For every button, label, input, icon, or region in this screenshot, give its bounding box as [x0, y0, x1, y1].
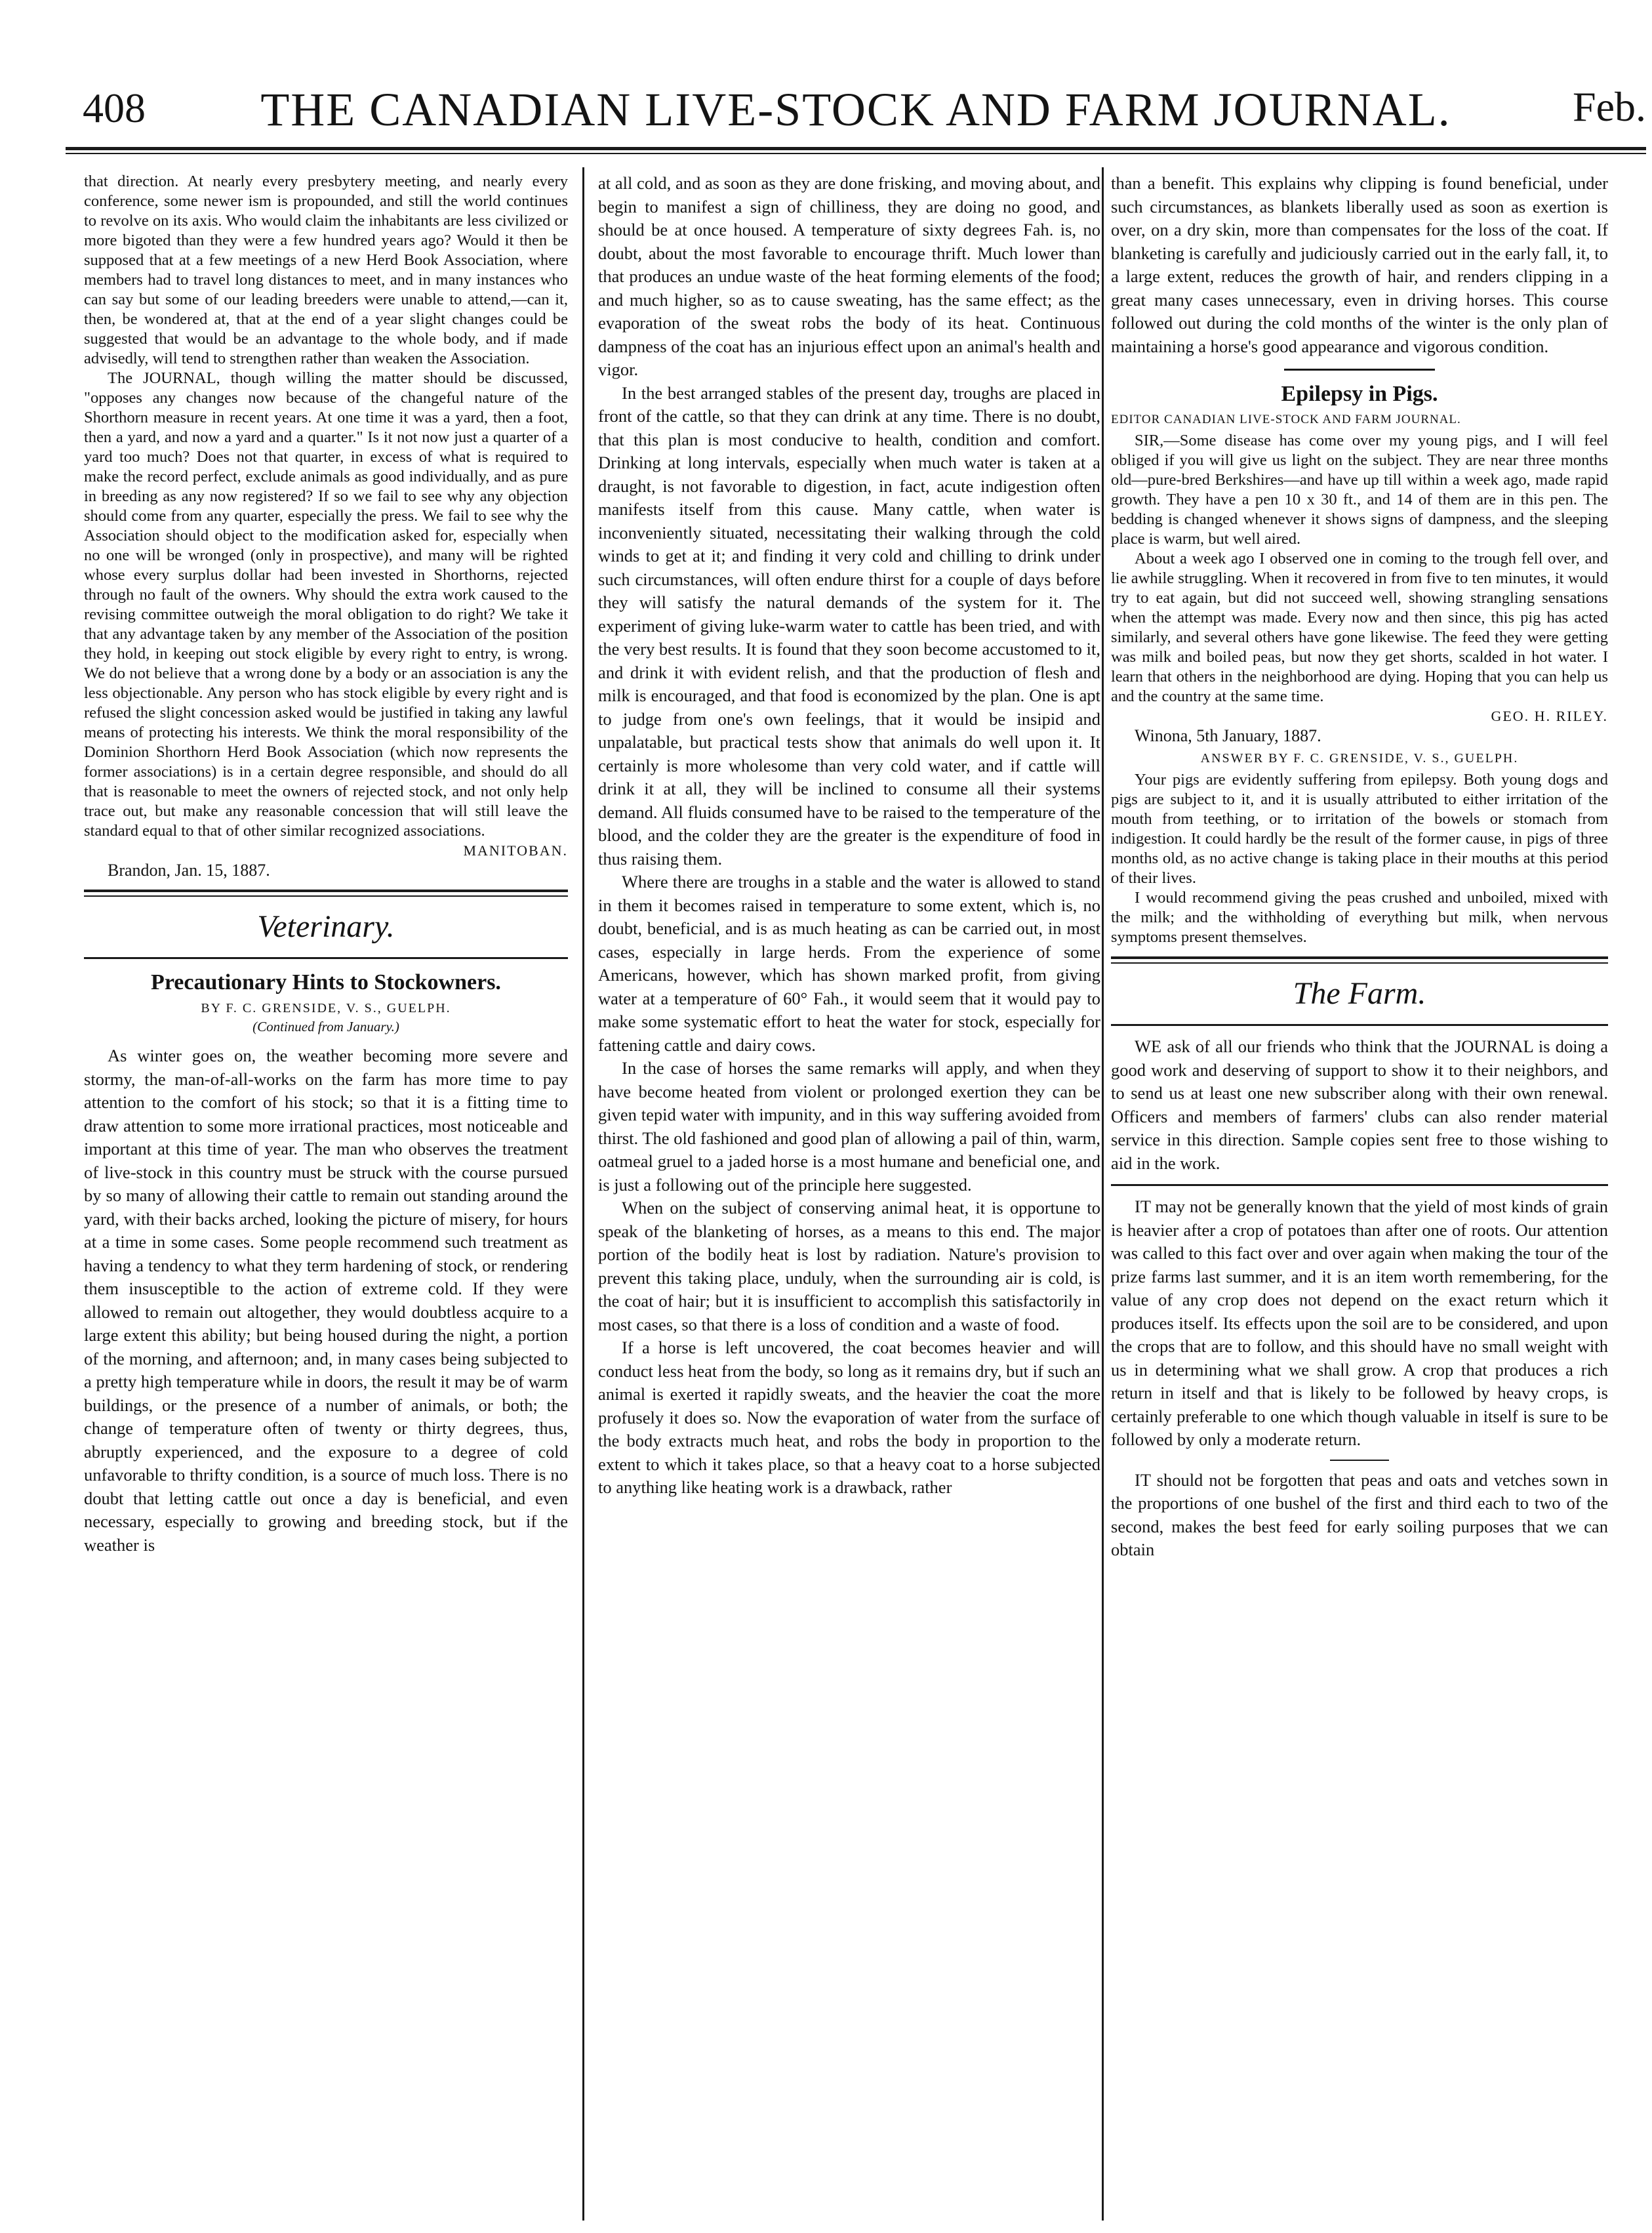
letter-place-date: Winona, 5th January, 1887. — [1135, 726, 1321, 745]
article-title: Precautionary Hints to Stockowners. — [151, 970, 501, 994]
paragraph: IT may not be generally known that the yield of most kinds of grain is heavier after a crop of potatoes than after one of roots. Our attention was called to this fact over and over again when making the tour of the prize farms last summer, and it is an item worth remembering, for the value of any crop does not depend on the exact return which it produces itself. Its effects upon the soil are to be considered, and upon the crops that are to follow, and this should have no small weight with us in determining what we shall grow. A crop that produces a rich return in itself and that is likely to be followed by heavy crops, is certainly preferable to one which though valuable in itself is sure to be followed by only a moderate return. — [1111, 1197, 1608, 1449]
paragraph: In the case of horses the same remarks will apply, and when they have become heated from violent or prolonged exertion they can be given tepid water with impunity, and in this way suffering avoided from thirst. The old fashioned and good plan of allowing a pail of thin, warm, oatmeal gruel to a jaded horse is a most humane and beneficial one, and is just a following out of the principle here suggested. — [598, 1058, 1100, 1195]
header-rule-thick — [66, 147, 1646, 150]
paragraph: that direction. At nearly every presbytery meeting, and nearly every conference, some newer ism is propounded, and still the world continues to revolve on its axis. Who would claim the inhabitants are less civilized or more bigoted than they were a few hundred years ago? Would it then be supposed that at a few meetings of a new Herd Book Association, where members had to travel long distances to meet, and in many instances who can say but some of our leading breeders were unable to attend,—can it, then, be wondered at, that at the end of a year slight changes could be suggested that would be an advantage to the whole body, and if made advisedly, will tend to strengthen rather than weaken the Association. — [84, 173, 568, 367]
letter-signature: GEO. H. RILEY. — [1491, 708, 1608, 724]
paragraph: Where there are troughs in a stable and the water is allowed to stand in them it becomes raised in temperature to some extent, which is, no doubt, beneficial, and is as much heating as can be carried out, in most cases, especially in large herds. From the experience of some Americans, however, which has shown marked profit, from giving water at a temperature of 60° Fah., it would seem that it would pay to make some systematic effort to heat the water for stock, especially for fattening cattle and dairy cows. — [598, 872, 1100, 1055]
paragraph: SIR,—Some disease has come over my young pigs, and I will feel obliged if you will give us light on the subject. They are near three months old—pure-bred Berkshires—and have up till within a week ago, made rapid growth. They have a pen 10 x 30 ft., and 14 of them are in this pen. The bedding is changed whenever it shows signs of dampness, and the sleeping place is warm, but well aired. — [1111, 432, 1608, 548]
paragraph: If a horse is left uncovered, the coat becomes heavier and will conduct less heat from the body, so long as it remains dry, but if such an animal is exerted it rapidly sweats, and the heavier the coat the more profusely it does so. Now the evaporation of water from the surface of the body extracts much heat, and robs the body in proportion to the extent to which it takes place, so that a heavy coat to a horse subjected to anything like heating work is a drawback, rather — [598, 1338, 1100, 1497]
paragraph: than a benefit. This explains why clipping is found beneficial, under such circumstances, as blankets liberally used as soon as exertion is over, on a dry skin, more than compensates for the loss of the coat. If blanketing is carefully and judiciously carried out in the early fall, it, to a large extent, reduces the growth of hair, and renders clipping in a great many cases unnecessary, even in driving horses. This course followed out during the cold months of the winter is the only plan of maintaining a horse's good appearance and vigorous condition. — [1111, 173, 1608, 356]
ornamental-rule — [1284, 369, 1435, 371]
letter-continuation — [84, 172, 568, 841]
section-rule — [1111, 1024, 1608, 1026]
answer-byline: ANSWER BY F. C. GRENSIDE, V. S., GUELPH. — [1200, 751, 1519, 766]
paragraph: About a week ago I observed one in coming to the trough fell over, and lie awhile struggling. When it recovered in from five to ten minutes, it would try to eat again, but did not succeed well, showing strangling sensations when the attempt was made. Every now and then since, this pig has acted similarly, and several others have gone likewise. The feed they were getting was milk and boiled peas, but now they get shorts, scalded in hot water. I learn that others in the neighborhood are dying. Hoping that you can help us and the country at the same time. — [1111, 550, 1608, 705]
letter-addressee: EDITOR CANADIAN LIVE-STOCK AND FARM JOURNAL. — [1111, 413, 1461, 426]
section-rule — [1111, 956, 1608, 964]
column-3 — [1111, 172, 1608, 2224]
section-rule — [84, 890, 568, 897]
section-title-farm: The Farm. — [1293, 976, 1426, 1011]
article-title: Epilepsy in Pigs. — [1281, 382, 1438, 406]
item-dash — [1330, 1460, 1389, 1461]
paragraph: at all cold, and as soon as they are done frisking, and moving about, and begin to manifest a sign of chilliness, they are doing no good, and should be at once housed. A temperature of sixty degrees Fah. is, no doubt, about the most favorable to encourage thrift. Much lower than that produces an undue waste of the heat forming elements of the food; and much higher, so as to cause sweating, has the same effect; as the evaporation of the sweat robs the body of its heat. Continuous dampness of the coat has an injurious effect upon an animal's health and vigor. — [598, 173, 1100, 379]
paragraph: In the best arranged stables of the present day, troughs are placed in front of the cattle, so that they can drink at any time. There is no doubt, that this plan is most conducive to health, condition and comfort. Drinking at long intervals, especially when much water is taken at a draught, is not favorable to digestion, in fact, acute indigestion often manifests itself from this cause. Many cattle, when water is inconveniently situated, necessitating their walking through the cold winds to get at it; and finding it very cold and chilling to drink under such circumstances, will often endure thirst for a couple of days before they will satisfy the natural demands of the system for it. The experiment of giving luke-warm water to cattle has been tried, and with the very best results. It is found that they soon become accustomed to it, and drink it with evident relish, and that the production of flesh and milk is encouraged, and that food is economized by the plan. One is apt to judge from one's own feelings, that it would be insipid and unpalatable, but practical tests show that animals do well upon it. It certainly is more wholesome than very cold water, and if cattle will drink it at all, they will be inclined to consume all their systems demand. All fluids consumed have to be raised to the temperature of the blood, and the colder they are the greater is the expenditure of food in thus raising them. — [598, 382, 1100, 869]
paragraph: I would recommend giving the peas crushed and unboiled, mixed with the milk; and the withholding of everything but milk, when nervous symptoms present themselves. — [1111, 889, 1608, 946]
paragraph: WE ask of all our friends who think that the JOURNAL is doing a good work and deserving of support to show it to their neighbors, and to send us at least one new subscriber along with their own renewal. Officers and members of farmers' clubs can also render material service in this direction. Sample copies sent free to those wishing to aid in the work. — [1111, 1036, 1608, 1173]
header-rule-thin — [66, 153, 1646, 154]
column-divider-2 — [1102, 167, 1104, 2221]
paragraph: Your pigs are evidently suffering from epilepsy. Both young dogs and pigs are subject to it, and it is usually attributed to either irritation of the mouth from teething, or to irritation of the bowels or stomach from indigestion. It could hardly be the result of the former cause, in pigs of three months old, as no active change is taking place in their mouths at this period of their lives. — [1111, 771, 1608, 887]
article-byline: BY F. C. GRENSIDE, V. S., GUELPH. — [201, 1001, 451, 1015]
journal-title: THE CANADIAN LIVE-STOCK AND FARM JOURNAL. — [260, 83, 1451, 136]
paragraph: The JOURNAL, though willing the matter should be discussed, "opposes any changes now because of the changeful nature of the Shorthorn measure in recent years. At one time it was a yard, then a foot, then a yard, and now a yard and a quarter." Is it not now just a quarter of a yard too much? Does not that quarter, in excess of what is required to make the record perfect, exclude animals as good individually, and as pure in breeding as any now registered? If so we fail to see why any objection should come from any quarter, especially the press. We fail to see why the Association should object to the modification asked for, especially when no one will be wronged (only in prospective), and many will be righted whose every surplus dollar had been invested in Shorthorns, rejected through no fault of the owners. Why should the extra work caused to the revising committee outweigh the moral obligation to do right? We take it that any advantage taken by any member of the Association of the position they hold, in keeping out stock eligible by every right to entry, is wrong. We do not believe that a wrong done by a body or an association is any the less objectionable. Any person who has stock eligible by every right and is refused the slight concession asked would be justified in taking any lawful means of protecting his interests. We think the moral responsibility of the Dominion Shorthorn Herd Book Association (which now represents the former associations) is in a certain degree responsible, and should do all that is reasonable to meet the owners of rejected stock, and not only help trace out, but make any reasonable concession that will still leave the standard equal to that of other similar recognized associations. — [84, 369, 568, 840]
paragraph: As winter goes on, the weather becoming more severe and stormy, the man-of-all-works on the farm has more time to pay attention to the comfort of his stock; so that it is a fitting time to draw attention to some more irrational practices, most noticeable and important at this time of year. The man who observes the treatment of live-stock in this country must be struck with the course pursued by so many of allowing their cattle to remain out standing around the yard, with their backs arched, looking the picture of misery, for hours at a time in some cases. Some people recommend such treatment as having a tendency to what they term hardening of stock, or rendering them insusceptible to the action of extreme cold. If they were allowed to remain out altogether, they would doubtless acquire to a large extent this ability; but being housed during the night, a portion of the morning, and afternoon; and, in many cases being subjected to a pretty high temperature while in doors, the result it may be of warm buildings, or the presence of a number of animals, or both; the change of temperature often of twenty or thirty degrees, thus, abruptly experienced, and the exposure to a degree of cold unfavorable to thrifty condition, is a source of much loss. There is no doubt that letting cattle out once a day is beneficial, and even necessary, especially to growing and breeding stock, but if the weather is — [84, 1046, 568, 1555]
paragraph: IT should not be forgotten that peas and oats and vetches sown in the proportions of one bushel of the first and third each to two of the second, makes the best feed for early soiling purposes that we can obtain — [1111, 1469, 1608, 1559]
column-2 — [598, 172, 1100, 2224]
section-rule — [84, 957, 568, 959]
paragraph: When on the subject of conserving animal heat, it is opportune to speak of the blanketing of horses, as a means to this end. The major portion of the bodily heat is lost by radiation. Nature's provision to prevent this taking place, unduly, when the surrounding air is cold, is the coat of hair; but it is insufficient to accomplish this satisfactorily in most cases, so that there is a loss of condition and a waste of food. — [598, 1198, 1100, 1334]
column-1 — [84, 172, 568, 2224]
issue-month: Feb. — [1573, 83, 1646, 130]
page-number: 408 — [83, 85, 146, 131]
item-rule — [1111, 1184, 1608, 1186]
page-header — [66, 77, 1646, 143]
answer-body — [1111, 770, 1608, 947]
letter-body — [1111, 431, 1608, 707]
letter-place-date: Brandon, Jan. 15, 1887. — [108, 861, 270, 880]
section-title-veterinary: Veterinary. — [257, 909, 395, 944]
continued-note: (Continued from January.) — [252, 1019, 399, 1035]
column-divider-1 — [582, 167, 584, 2221]
letter-signature: MANITOBAN. — [463, 842, 568, 859]
